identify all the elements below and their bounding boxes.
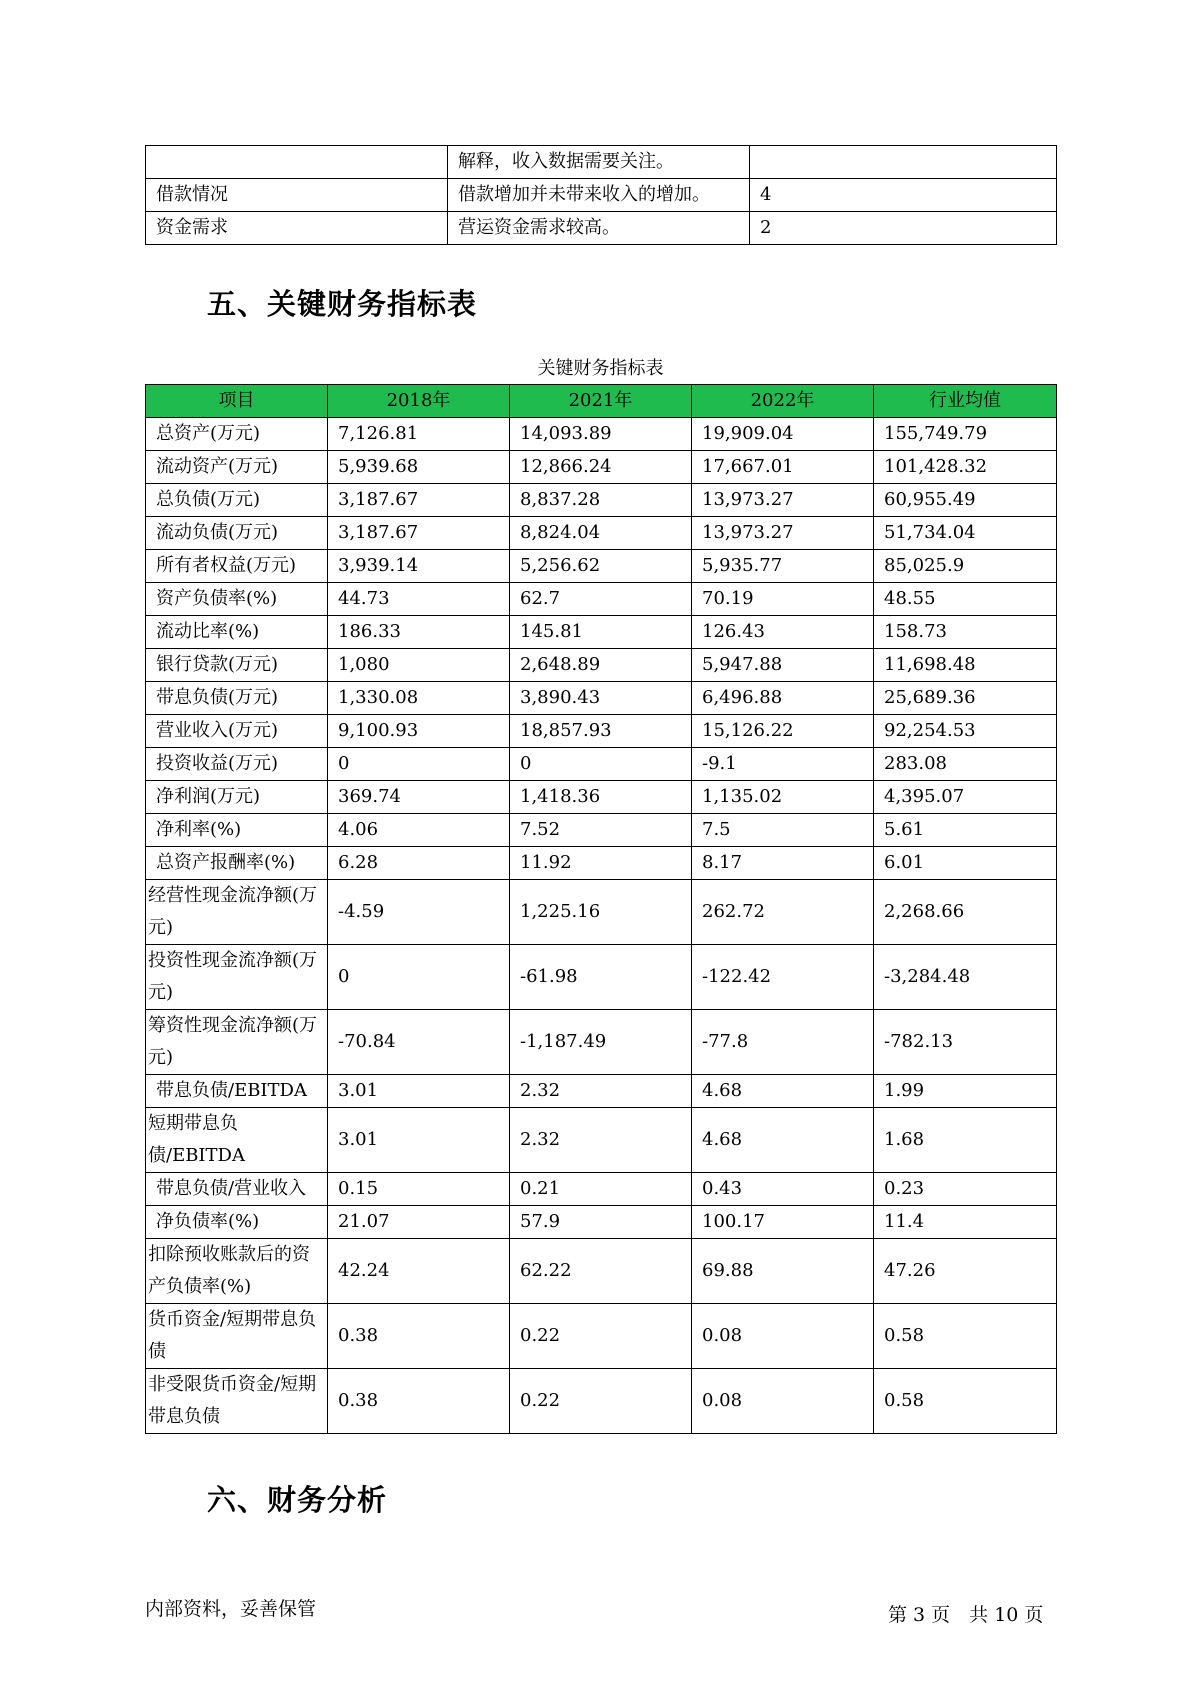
table-cell: [750, 146, 1057, 179]
table-cell: 51,734.04: [874, 517, 1057, 550]
table-cell: 4.06: [328, 814, 510, 847]
column-header: 2021年: [510, 385, 692, 418]
table-cell: 8,837.28: [510, 484, 692, 517]
table-cell: 25,689.36: [874, 682, 1057, 715]
table-cell: 44.73: [328, 583, 510, 616]
table-cell: 186.33: [328, 616, 510, 649]
table-cell: 2,268.66: [874, 880, 1057, 945]
table-cell: 47.26: [874, 1239, 1057, 1304]
table-cell: 5,256.62: [510, 550, 692, 583]
row-label: 流动资产(万元): [146, 451, 328, 484]
table-cell: 57.9: [510, 1206, 692, 1239]
table-cell: 4.68: [692, 1075, 874, 1108]
table-cell: 3,187.67: [328, 484, 510, 517]
table-row: [146, 179, 1057, 212]
table-cell: 0.15: [328, 1173, 510, 1206]
table-cell: 262.72: [692, 880, 874, 945]
table-cell: 145.81: [510, 616, 692, 649]
row-label: 投资收益(万元): [146, 748, 328, 781]
table-cell: 3.01: [328, 1075, 510, 1108]
table-cell: 0: [328, 748, 510, 781]
table-cell: 5.61: [874, 814, 1057, 847]
table-row: [146, 1369, 1057, 1434]
row-label: 总资产报酬率(%): [146, 847, 328, 880]
table-row: [146, 814, 1057, 847]
table-cell: 9,100.93: [328, 715, 510, 748]
table-cell: 19,909.04: [692, 418, 874, 451]
column-header: 2018年: [328, 385, 510, 418]
section-heading: 五、关键财务指标表: [207, 287, 478, 321]
table-cell: 3.01: [328, 1108, 510, 1173]
table-cell: 1,080: [328, 649, 510, 682]
table-cell: 0.22: [510, 1369, 692, 1434]
table-row: [146, 418, 1057, 451]
table-cell: 12,866.24: [510, 451, 692, 484]
table-cell: 62.22: [510, 1239, 692, 1304]
table-cell: 8,824.04: [510, 517, 692, 550]
page-number: 第 3 页 共 10 页: [888, 1604, 1044, 1626]
table-cell: 6,496.88: [692, 682, 874, 715]
table-cell: 2: [750, 212, 1057, 245]
table-row: [146, 748, 1057, 781]
table-row: [146, 1108, 1057, 1173]
table-row: [146, 1239, 1057, 1304]
row-label: 带息负债(万元): [146, 682, 328, 715]
row-label: 营业收入(万元): [146, 715, 328, 748]
table-row: [146, 1010, 1057, 1075]
table-cell: 5,939.68: [328, 451, 510, 484]
row-label: 净利率(%): [146, 814, 328, 847]
table-cell: 0.58: [874, 1304, 1057, 1369]
table-cell: 2.32: [510, 1075, 692, 1108]
table-cell: 8.17: [692, 847, 874, 880]
row-label: 筹资性现金流净额(万元): [146, 1010, 328, 1075]
table-cell: 借款情况: [146, 179, 448, 212]
table-row: [146, 550, 1057, 583]
table-cell: 解释，收入数据需要关注。: [448, 146, 750, 179]
risk-summary-table: [145, 145, 1057, 245]
table-cell: 158.73: [874, 616, 1057, 649]
table-cell: 0: [328, 945, 510, 1010]
table-cell: 3,890.43: [510, 682, 692, 715]
row-label: 流动负债(万元): [146, 517, 328, 550]
table-cell: 1,418.36: [510, 781, 692, 814]
table-row: [146, 212, 1057, 245]
key-financial-indicators-table: [145, 384, 1057, 1434]
table-cell: 17,667.01: [692, 451, 874, 484]
table-row: [146, 1304, 1057, 1369]
table-cell: 7.52: [510, 814, 692, 847]
table-cell: 0.23: [874, 1173, 1057, 1206]
table-cell: 3,187.67: [328, 517, 510, 550]
table-row: [146, 880, 1057, 945]
table-cell: 借款增加并未带来收入的增加。: [448, 179, 750, 212]
table-cell: 3,939.14: [328, 550, 510, 583]
table-cell: 资金需求: [146, 212, 448, 245]
row-label: 所有者权益(万元): [146, 550, 328, 583]
table-cell: 0.21: [510, 1173, 692, 1206]
column-header: 2022年: [692, 385, 874, 418]
table-cell: -782.13: [874, 1010, 1057, 1075]
table-cell: 11,698.48: [874, 649, 1057, 682]
table-row: [146, 945, 1057, 1010]
table-cell: 369.74: [328, 781, 510, 814]
table-cell: 7.5: [692, 814, 874, 847]
column-header: 行业均值: [874, 385, 1057, 418]
row-label: 银行贷款(万元): [146, 649, 328, 682]
table-cell: -4.59: [328, 880, 510, 945]
table-cell: 0.38: [328, 1304, 510, 1369]
table-row: [146, 715, 1057, 748]
table-cell: 69.88: [692, 1239, 874, 1304]
table-cell: 1.99: [874, 1075, 1057, 1108]
table-row: [146, 484, 1057, 517]
row-label: 带息负债/营业收入: [146, 1173, 328, 1206]
table-cell: 0.58: [874, 1369, 1057, 1434]
table-cell: 101,428.32: [874, 451, 1057, 484]
row-label: 总资产(万元): [146, 418, 328, 451]
table-cell: 5,935.77: [692, 550, 874, 583]
table-cell: 6.01: [874, 847, 1057, 880]
table-cell: [146, 146, 448, 179]
table-row: [146, 1173, 1057, 1206]
row-label: 非受限货币资金/短期带息负债: [146, 1369, 328, 1434]
table-cell: -70.84: [328, 1010, 510, 1075]
section-heading: 六、财务分析: [207, 1483, 388, 1517]
table-cell: 0.43: [692, 1173, 874, 1206]
row-label: 货币资金/短期带息负债: [146, 1304, 328, 1369]
table-cell: 11.4: [874, 1206, 1057, 1239]
table-cell: 0.22: [510, 1304, 692, 1369]
table-row: [146, 847, 1057, 880]
table-caption: 关键财务指标表: [537, 358, 664, 379]
table-cell: 0.08: [692, 1304, 874, 1369]
table-cell: 48.55: [874, 583, 1057, 616]
table-cell: 1,135.02: [692, 781, 874, 814]
table-row: [146, 649, 1057, 682]
footer-confidential-note: 内部资料，妥善保管: [145, 1598, 317, 1620]
table-cell: 4.68: [692, 1108, 874, 1173]
table-cell: -77.8: [692, 1010, 874, 1075]
row-label: 净负债率(%): [146, 1206, 328, 1239]
table-cell: -3,284.48: [874, 945, 1057, 1010]
table-cell: 7,126.81: [328, 418, 510, 451]
table-cell: 11.92: [510, 847, 692, 880]
table-cell: 4,395.07: [874, 781, 1057, 814]
table-cell: 85,025.9: [874, 550, 1057, 583]
row-label: 经营性现金流净额(万元): [146, 880, 328, 945]
table-cell: 14,093.89: [510, 418, 692, 451]
table-cell: 5,947.88: [692, 649, 874, 682]
table-row: [146, 1206, 1057, 1239]
table-cell: 70.19: [692, 583, 874, 616]
table-cell: 60,955.49: [874, 484, 1057, 517]
row-label: 净利润(万元): [146, 781, 328, 814]
column-header: 项目: [146, 385, 328, 418]
table-cell: 18,857.93: [510, 715, 692, 748]
table-row: [146, 1075, 1057, 1108]
table-cell: 155,749.79: [874, 418, 1057, 451]
table-row: [146, 146, 1057, 179]
table-header-row: [146, 385, 1057, 418]
table-cell: 92,254.53: [874, 715, 1057, 748]
table-cell: 42.24: [328, 1239, 510, 1304]
table-cell: -122.42: [692, 945, 874, 1010]
table-cell: 283.08: [874, 748, 1057, 781]
table-cell: -61.98: [510, 945, 692, 1010]
table-cell: 100.17: [692, 1206, 874, 1239]
table-row: [146, 517, 1057, 550]
table-row: [146, 451, 1057, 484]
row-label: 总负债(万元): [146, 484, 328, 517]
row-label: 短期带息负债/EBITDA: [146, 1108, 328, 1173]
table-cell: 15,126.22: [692, 715, 874, 748]
table-row: [146, 682, 1057, 715]
table-row: [146, 583, 1057, 616]
table-cell: 13,973.27: [692, 484, 874, 517]
row-label: 流动比率(%): [146, 616, 328, 649]
table-cell: 21.07: [328, 1206, 510, 1239]
row-label: 资产负债率(%): [146, 583, 328, 616]
table-row: [146, 781, 1057, 814]
table-cell: 13,973.27: [692, 517, 874, 550]
table-cell: 6.28: [328, 847, 510, 880]
table-cell: 126.43: [692, 616, 874, 649]
table-cell: 1,330.08: [328, 682, 510, 715]
table-cell: 0.08: [692, 1369, 874, 1434]
row-label: 投资性现金流净额(万元): [146, 945, 328, 1010]
table-cell: 2,648.89: [510, 649, 692, 682]
table-cell: 营运资金需求较高。: [448, 212, 750, 245]
table-cell: 4: [750, 179, 1057, 212]
table-cell: 0: [510, 748, 692, 781]
table-cell: 1,225.16: [510, 880, 692, 945]
table-cell: 2.32: [510, 1108, 692, 1173]
table-cell: -1,187.49: [510, 1010, 692, 1075]
row-label: 带息负债/EBITDA: [146, 1075, 328, 1108]
table-cell: -9.1: [692, 748, 874, 781]
table-cell: 0.38: [328, 1369, 510, 1434]
table-row: [146, 616, 1057, 649]
row-label: 扣除预收账款后的资产负债率(%): [146, 1239, 328, 1304]
table-cell: 1.68: [874, 1108, 1057, 1173]
table-cell: 62.7: [510, 583, 692, 616]
